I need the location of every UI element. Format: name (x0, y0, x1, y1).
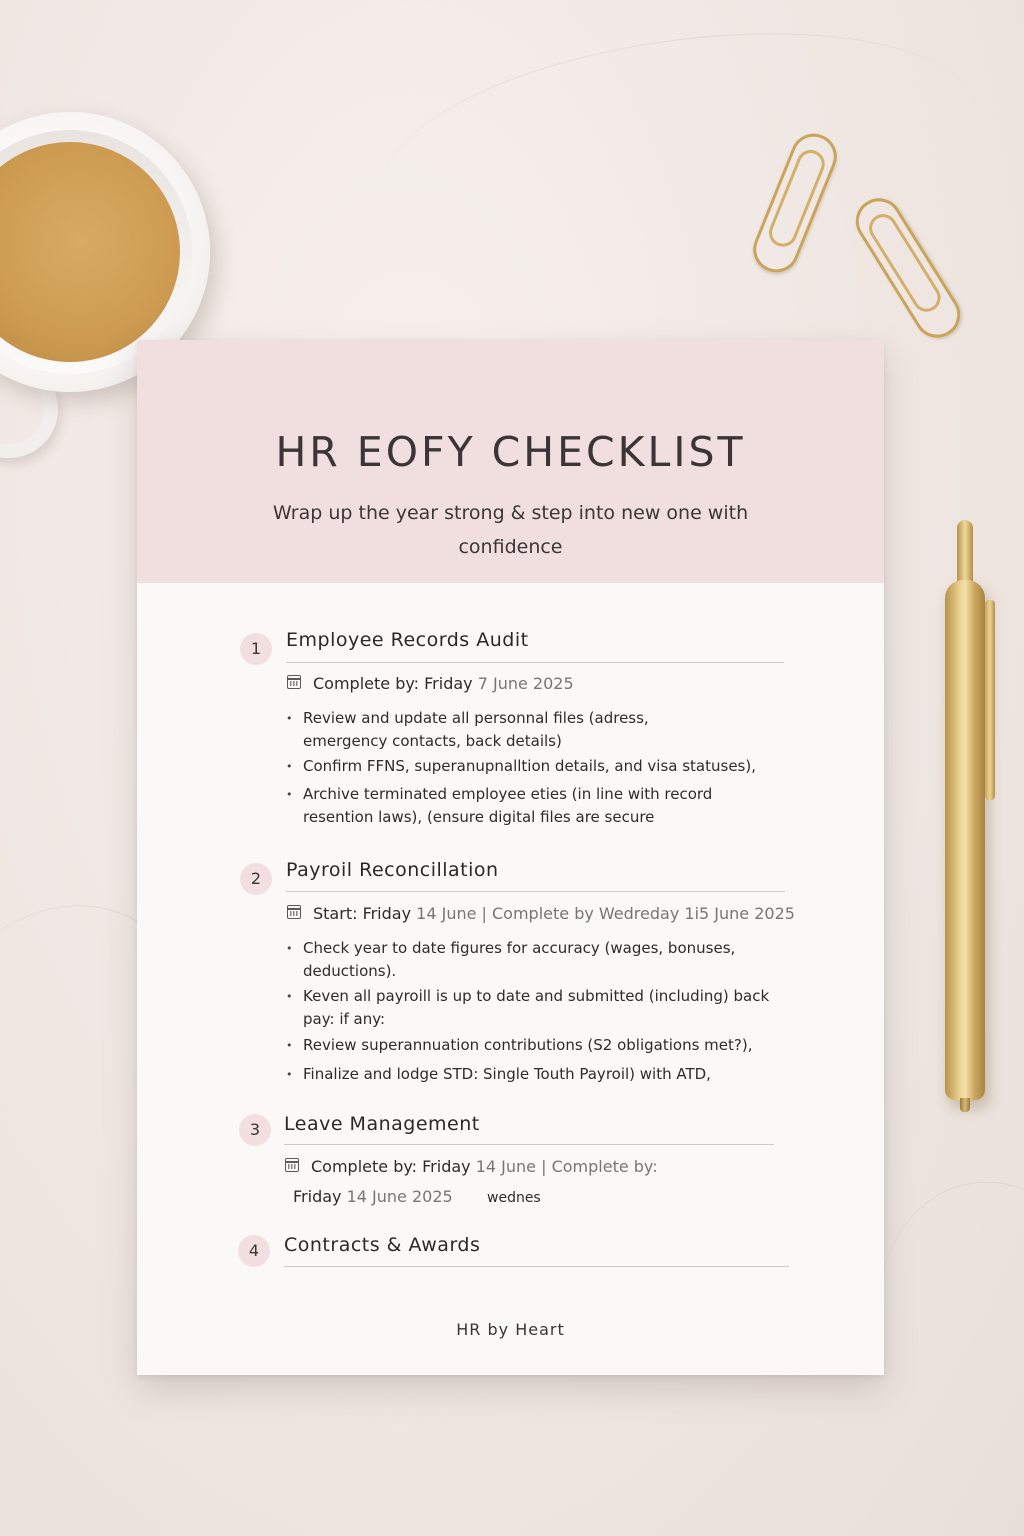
pen-clip (985, 600, 995, 800)
pen-body (945, 580, 985, 1100)
deadline-label: Complete by: Friday (311, 1157, 471, 1176)
deadline-date: 14 June | Complete by: (475, 1157, 658, 1176)
calendar-icon (287, 675, 301, 689)
checklist-item: • Review superannuation contributions (S2 obligations met?), (303, 1034, 773, 1057)
section-deadline-continued (293, 1187, 453, 1206)
section-divider (284, 1266, 789, 1267)
calendar-icon (287, 905, 301, 919)
page-title: HR EOFY CHECKLIST (275, 428, 746, 476)
deadline-label: Complete by: Friday (313, 674, 473, 693)
section-deadline (313, 674, 574, 693)
section-number: 1 (240, 633, 272, 665)
section-title: Employee Records Audit (286, 629, 529, 651)
pen (945, 520, 985, 1120)
section-number: 3 (239, 1114, 271, 1146)
section-divider (284, 1144, 774, 1145)
checklist-paper (137, 340, 884, 1375)
calendar-icon (285, 1158, 299, 1172)
checklist-item: • Finalize and lodge STD: Single Touth Payroil) with ATD, (303, 1063, 773, 1086)
deadline-date: 14 June | Complete by Wedreday 1i5 June 2025 (416, 904, 795, 923)
pen-tip (960, 1098, 970, 1112)
section-deadline (313, 904, 795, 923)
checklist-item: • Check year to date figures for accuracy (wages, bonuses, deductions). (303, 937, 743, 983)
section-title: Payroil Reconcillation (286, 859, 499, 881)
checklist-item: • Confirm FFNS, superanupnalltion details, and visa statuses), (303, 755, 763, 778)
section-number: 2 (240, 863, 272, 895)
paper-clip-icon (847, 190, 969, 347)
checklist-item: • Archive terminated employee eties (in line with record resention laws), (ensure digital files are secure (303, 783, 723, 829)
deadline-date: 14 June 2025 (346, 1187, 453, 1206)
section-title: Contracts & Awards (284, 1234, 481, 1256)
deadline-fragment: wednes (487, 1190, 541, 1206)
section-title: Leave Management (284, 1113, 480, 1135)
deadline-date: 7 June 2025 (477, 674, 574, 693)
section-number: 4 (238, 1235, 270, 1267)
section-divider (286, 662, 784, 663)
paper-header (137, 340, 884, 583)
page-subtitle: Wrap up the year strong & step into new one with confidence (272, 502, 749, 558)
section-divider (286, 891, 785, 892)
deadline-label: Start: Friday (313, 904, 412, 923)
footer-brand: HR by Heart (456, 1320, 565, 1339)
checklist-item: • Review and update all personnal files (adress, emergency contacts, back details) (303, 707, 733, 753)
section-deadline (311, 1157, 658, 1176)
deadline-label: Friday (293, 1187, 342, 1206)
checklist-item: • Keven all payroill is up to date and submitted (including) back pay: if any: (303, 985, 773, 1031)
